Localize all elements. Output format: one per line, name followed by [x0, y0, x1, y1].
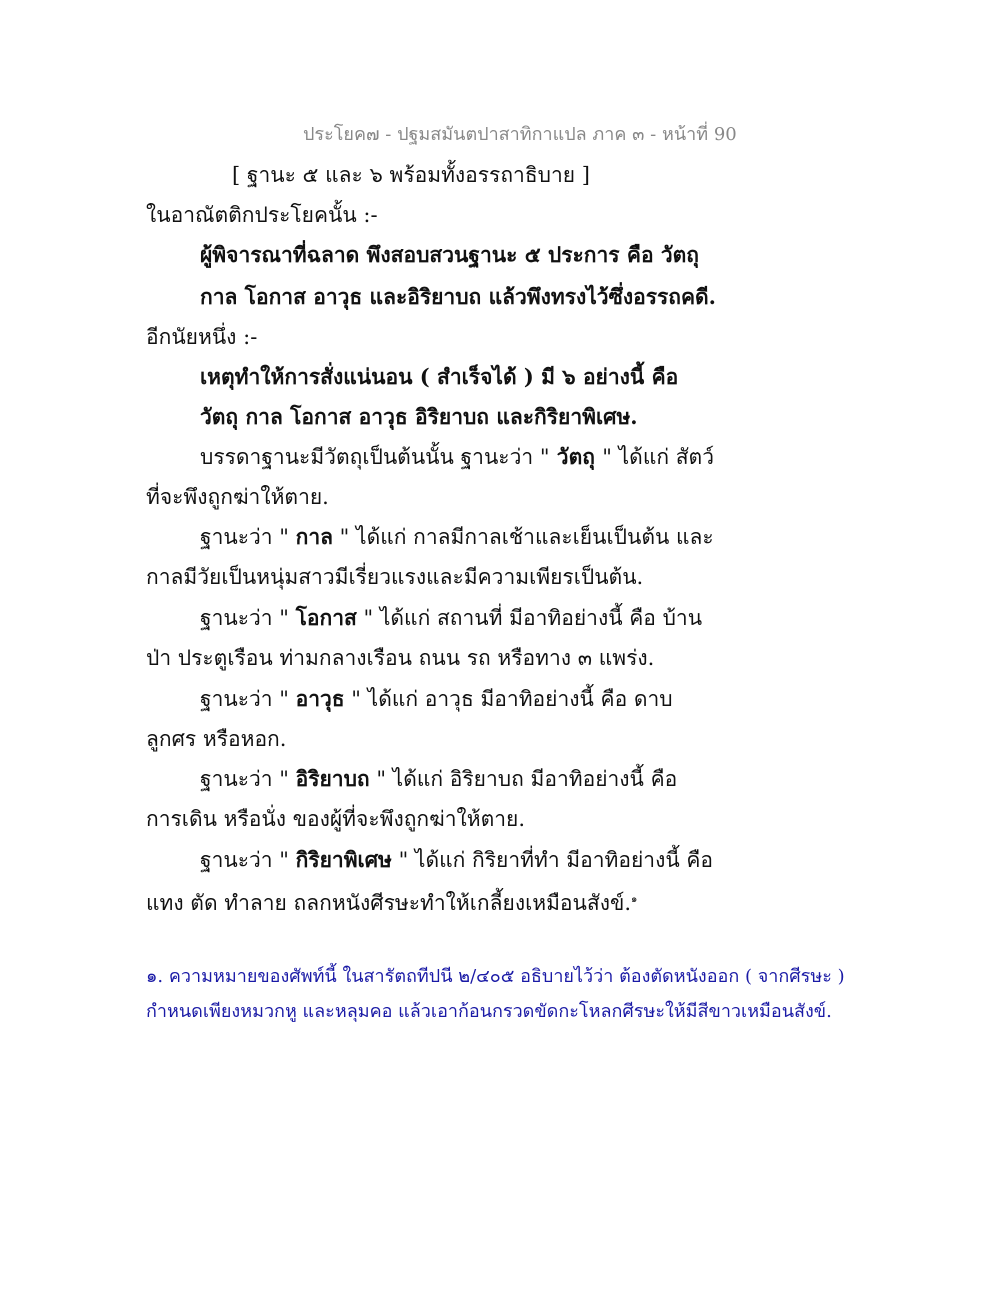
term-kiriya-visesa: กิริยาพิเศษ	[295, 847, 392, 872]
paragraph-text: บรรดาฐานะมีวัตถุเป็นต้นนั้น ฐานะว่า "	[200, 445, 550, 469]
paragraph-kala	[200, 522, 714, 552]
verse-1-line-2: กาล โอกาส อาวุธ และอิริยาบถ แล้วพึงทรงไว้ซึ่งอรรถคดี.	[200, 284, 716, 309]
paragraph-kala-cont: กาลมีวัยเป็นหนุ่มสาวมีเรี่ยวแรงและมีความเพียรเป็นต้น.	[146, 565, 644, 589]
term-iriyapatha: อิริยาบถ	[295, 766, 370, 791]
section-title: [ ฐานะ ๕ และ ๖ พร้อมทั้งอรรถาธิบาย ]	[232, 163, 590, 187]
paragraph-text: " ได้แก่ อาวุธ มีอาทิอย่างนี้ คือ ดาบ	[344, 687, 673, 711]
verse-1-line-1: ผู้พิจารณาที่ฉลาด พึงสอบสวนฐานะ ๕ ประการ คือ วัตถุ	[200, 242, 700, 267]
footnote-line-1: ๑. ความหมายของศัพท์นี้ ในสารัตถทีปนี ๒/๔๐๕ อธิบายไว้ว่า ต้องตัดหนังออก ( จากศีรษะ )	[146, 966, 845, 987]
paragraph-avudha	[200, 684, 673, 714]
paragraph-okasa	[200, 603, 702, 633]
paragraph-text: " ได้แก่ สถานที่ มีอาทิอย่างนี้ คือ บ้าน	[356, 606, 703, 630]
paragraph-iriyapatha-cont: การเดิน หรือนั่ง ของผู้ที่จะพึงถูกฆ่าให้ตาย.	[146, 807, 526, 831]
paragraph-text: ฐานะว่า "	[200, 767, 296, 791]
term-kala: กาล	[295, 524, 333, 549]
paragraph-kiriya-visesa-cont	[146, 885, 637, 918]
paragraph-vatthu-cont: ที่จะพึงถูกฆ่าให้ตาย.	[146, 485, 329, 509]
footnote-marker: ๑	[631, 894, 638, 905]
paragraph-iriyapatha	[200, 764, 677, 794]
paragraph-text: ฐานะว่า "	[200, 848, 296, 872]
paragraph-text: " ได้แก่ สัตว์	[602, 445, 714, 469]
paragraph-text: แทง ตัด ทำลาย ถลกหนังศีรษะทำให้เกลี้ยงเหมือนสังข์.	[146, 891, 631, 915]
footnote-line-2: กำหนดเพียงหมวกหู และหลุมคอ แล้วเอาก้อนกรวดขัดกะโหลกศีรษะให้มีสีขาวเหมือนสังข์.	[146, 1001, 832, 1022]
paragraph-text: " ได้แก่ กาลมีกาลเช้าและเย็นเป็นต้น และ	[333, 525, 714, 549]
intro-line-1: ในอาณัตติกประโยคนั้น :-	[146, 203, 378, 227]
paragraph-text: ฐานะว่า "	[200, 687, 296, 711]
paragraph-text: ฐานะว่า "	[200, 606, 296, 630]
paragraph-avudha-cont: ลูกศร หรือหอก.	[146, 727, 287, 751]
paragraph-kiriya-visesa	[200, 845, 713, 875]
verse-2-line-2: วัตถุ กาล โอกาส อาวุธ อิริยาบถ และกิริยาพิเศษ.	[200, 404, 638, 429]
term-okasa: โอกาส	[295, 605, 357, 630]
paragraph-text: " ได้แก่ อิริยาบถ มีอาทิอย่างนี้ คือ	[369, 767, 678, 791]
intro-line-2: อีกนัยหนึ่ง :-	[146, 325, 258, 349]
paragraph-vatthu	[200, 442, 714, 472]
term-vatthu: วัตถุ	[549, 444, 603, 469]
paragraph-text: " ได้แก่ กิริยาที่ทำ มีอาทิอย่างนี้ คือ	[391, 848, 714, 872]
term-avudha: อาวุธ	[295, 686, 345, 711]
running-header: ประโยค๗ - ปฐมสมันตปาสาทิกาแปล ภาค ๓ - หน้าที่ 90	[303, 124, 737, 145]
paragraph-okasa-cont: ป่า ประตูเรือน ท่ามกลางเรือน ถนน รถ หรือทาง ๓ แพร่ง.	[146, 646, 655, 670]
verse-2-line-1: เหตุทำให้การสั่งแน่นอน ( สำเร็จได้ ) มี ๖ อย่างนี้ คือ	[200, 364, 679, 389]
paragraph-text: ฐานะว่า "	[200, 525, 296, 549]
